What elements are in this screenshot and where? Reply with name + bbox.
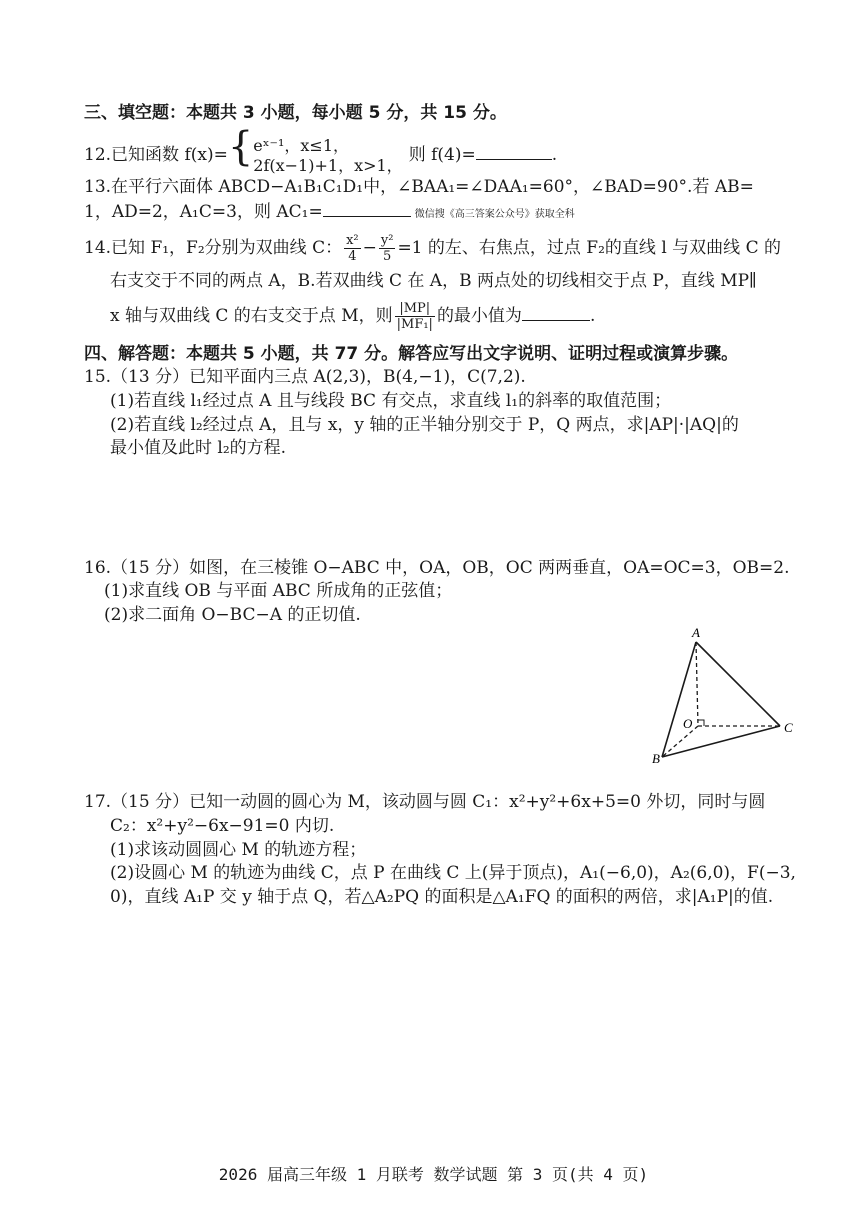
- q15-line2: (1)若直线 l₁经过点 A 且与线段 BC 有交点，求直线 l₁的斜率的取值范围；: [110, 391, 672, 411]
- fraction-y2-over-5: [379, 233, 396, 264]
- q14-line1-b: =1 的左、右焦点，过点 F₂的直线 l 与双曲线 C 的: [397, 238, 781, 258]
- q16-line3: (2)求二面角 O−BC−A 的正切值.: [104, 605, 361, 625]
- section4-heading: 四、解答题：本题共 5 小题，共 77 分。解答应写出文字说明、证明过程或演算步骤。: [84, 344, 739, 364]
- watermark-text: 微信搜《高三答案公众号》获取全科: [414, 209, 575, 220]
- q15-line3: (2)若直线 l₂经过点 A，且与 x，y 轴的正半轴分别交于 P，Q 两点，求|AP|·|AQ|的: [110, 415, 739, 435]
- q17-line2: C₂：x²+y²−6x−91=0 内切.: [110, 816, 335, 836]
- frac-den: 5: [383, 249, 392, 264]
- label-A: A: [692, 625, 700, 640]
- q12: 12.已知函数 f(x)={ eˣ⁻¹，x≤1， 2f(x−1)+1，x>1， 则 f(4)= .: [84, 124, 558, 175]
- q13-answer-blank: [323, 216, 411, 217]
- q13-line1: 13.在平行六面体 ABCD−A₁B₁C₁D₁中，∠BAA₁=∠DAA₁=60°，∠BAD=90°.若 AB=: [84, 177, 754, 197]
- label-C: C: [784, 720, 793, 735]
- page-footer: 2026 届高三年级 1 月联考 数学试题 第 3 页(共 4 页): [218, 1165, 649, 1184]
- pyramid-figure: [640, 620, 810, 770]
- edge-OA-hidden: [696, 642, 698, 726]
- label-O: O: [683, 716, 693, 731]
- q13-line2: [84, 201, 575, 226]
- q16-line1: 16.（15 分）如图，在三棱锥 O−ABC 中，OA，OB，OC 两两垂直，OA=OC=3，OB=2.: [84, 558, 790, 578]
- frac-den: |MF₁|: [396, 317, 433, 332]
- frac-num: x²: [346, 233, 359, 248]
- section3-heading: 三、填空题：本题共 3 小题，每小题 5 分，共 15 分。: [84, 103, 507, 123]
- right-angle-mark: [698, 720, 704, 726]
- q14-line1: [84, 230, 781, 266]
- edge-AB: [662, 642, 696, 757]
- q12-suffix: 则 f(4)=: [408, 145, 476, 165]
- q12-case2: 2f(x−1)+1，x>1，: [253, 155, 403, 175]
- q15-line4: 最小值及此时 l₂的方程.: [110, 438, 287, 458]
- q14-line2: 右支交于不同的两点 A，B.若双曲线 C 在 A，B 两点处的切线相交于点 P，直线 MP∥: [110, 271, 757, 291]
- q12-prefix: 12.已知函数 f(x)=: [84, 145, 228, 165]
- piecewise-cases: [253, 136, 402, 176]
- piecewise-brace: {: [227, 124, 254, 170]
- q14-answer-blank: [522, 320, 590, 321]
- frac-num: y²: [380, 233, 394, 248]
- q14-line1-a: 14.已知 F₁，F₂分别为双曲线 C：: [84, 238, 343, 258]
- fraction-mp-over-mf1: [395, 301, 435, 332]
- q14-minus: −: [362, 238, 377, 258]
- q15-line1: 15.（13 分）已知平面内三点 A(2,3)，B(4,−1)，C(7,2).: [84, 367, 526, 387]
- q14-line3-b: 的最小值为: [436, 306, 522, 326]
- q17-line1: 17.（15 分）已知一动圆的圆心为 M，该动圆与圆 C₁：x²+y²+6x+5=0 外切，同时与圆: [84, 792, 766, 812]
- edge-AC: [696, 642, 780, 726]
- q17-line3: (1)求该动圆圆心 M 的轨迹方程；: [110, 840, 367, 860]
- q17-line5: 0)，直线 A₁P 交 y 轴于点 Q，若△A₂PQ 的面积是△A₁FQ 的面积的两倍，求|A₁P|的值.: [110, 887, 774, 907]
- q14-line3: x 轴与双曲线 C 的右支交于点 M，则 $\frac{|MP|}{\text{|MF₁|}}$ 的最小值为 .: [110, 301, 596, 332]
- frac-num: |MP|: [395, 301, 435, 317]
- label-B: B: [652, 751, 660, 766]
- q17-line4: (2)设圆心 M 的轨迹为曲线 C，点 P 在曲线 C 上(异于顶点)，A₁(−6,0)，A₂(6,0)，F(−3,: [110, 863, 796, 883]
- q12-answer-blank: [476, 159, 552, 160]
- q12-case1: eˣ⁻¹，x≤1，: [253, 135, 350, 155]
- q14-line3-a: x 轴与双曲线 C 的右支交于点 M，则: [110, 306, 393, 326]
- q16-line2: (1)求直线 OB 与平面 ABC 所成角的正弦值；: [104, 581, 453, 601]
- fraction-x2-over-4: [344, 233, 361, 264]
- q13-line2-text: 1，AD=2，A₁C=3，则 AC₁=: [84, 202, 323, 222]
- frac-den: 4: [348, 249, 357, 264]
